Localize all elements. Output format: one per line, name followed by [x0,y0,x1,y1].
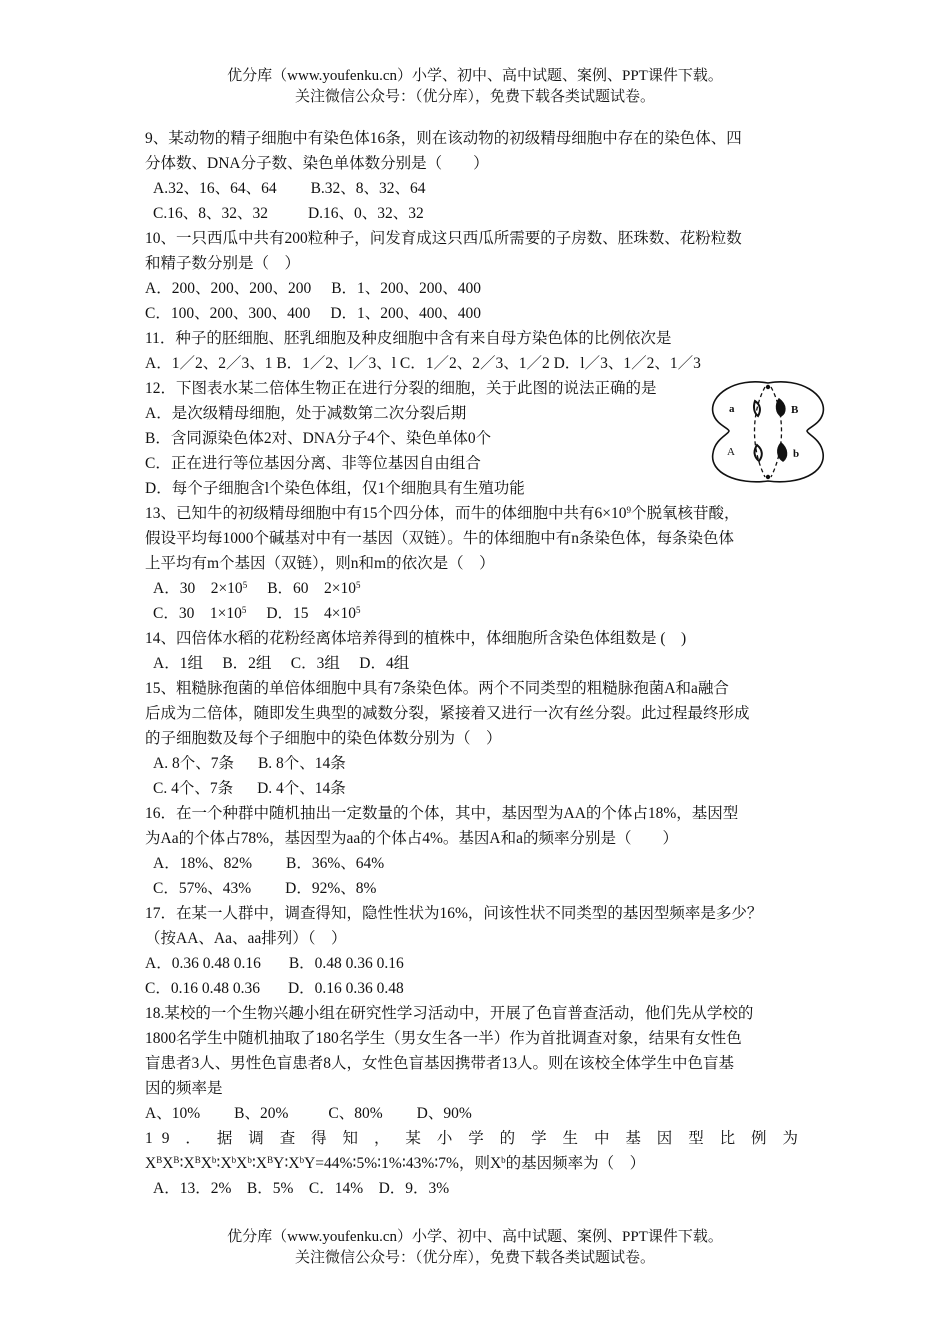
q17-stem-1: 17．在某一人群中，调查得知，隐性性状为16%，问该性状不同类型的基因型频率是多少？ [145,905,763,922]
q9-stem-1: 9、某动物的精子细胞中有染色体16条，则在该动物的初级精母细胞中存在的染色体、四 [145,130,742,147]
page-header [0,66,950,108]
q13-option-b [267,580,360,597]
q19-sup9: b [501,1155,506,1165]
q10-option-a: A．200、200、200、200 [145,280,312,297]
q19-sup1: B [156,1155,163,1165]
q13-options-ab [145,576,807,601]
q13-option-d [266,605,360,622]
q13-stem-1 [145,501,807,526]
q16-options-ab [145,851,807,876]
q13-option-a-exp: 5 [242,580,248,590]
spindle-left [755,387,766,477]
q16-option-d: D．92%、8% [285,880,377,897]
q9-option-a: A.32、16、64、64 [153,180,277,197]
q19-x3: X [183,1155,195,1172]
q19-y1: Y [273,1155,285,1172]
q13-option-b-text: B．60 2×10 [267,580,357,597]
q19-stem-2 [145,1151,807,1176]
q19-x5: X [220,1155,232,1172]
q19-ratio: =44%∶5%∶1%∶43%∶7%，则X [315,1155,502,1172]
q12-option-b: B．含同源染色体2对、DNA分子4个、染色单体0个 [145,430,492,447]
q19-colon3: ∶ [251,1155,256,1172]
q9-option-c: C.16、8、32、32 [153,205,268,222]
label-a: a [729,403,735,415]
q13-stem-1-post: 个脱氧核苷酸， [631,505,740,522]
q9-option-b: B.32、8、32、64 [310,180,426,197]
q18-stem-2: 1800名学生中随机抽取了180名学生（男女生各一半）作为首批调查对象，结果有女性色 [145,1030,742,1047]
q17-stem-2: （按AA、Aa、aa排列）（ ） [145,930,347,947]
q15-stem-1: 15、粗糙脉孢菌的单倍体细胞中具有7条染色体。两个不同类型的粗糙脉孢菌A和a融合 [145,680,729,697]
q11-stem: 11．种子的胚细胞、胚乳细胞及种皮细胞中含有来自母方染色体的比例依次是 [145,330,672,347]
q15-stem-2: 后成为二倍体，随即发生典型的减数分裂，紧接着又进行一次有丝分裂。此过程最终形成 [145,705,750,722]
q18-option-c: C、80% [328,1105,383,1122]
chromosome-b [778,443,787,461]
cell-division-figure [703,373,833,490]
q19-sup4: b [211,1155,217,1165]
q14-stem: 14、四倍体水稻的花粉经离体培养得到的植株中，体细胞所含染色体组数是 ( ) [145,630,687,647]
q15-options-ab [145,751,807,776]
q18-stem-3: 盲患者3人、男性色盲患者8人，女性色盲基因携带者13人。则在该校全体学生中色盲基 [145,1055,735,1072]
page-footer [0,1227,950,1269]
q19-x2: X [162,1155,174,1172]
q18-stem-1: 18.某校的一个生物兴趣小组在研究性学习活动中，开展了色盲普查活动，他们先从学校的 [145,1005,754,1022]
q14-options: A．1组 B．2组 C．3组 D．4组 [153,655,410,672]
q15-option-b: B. 8个、14条 [257,755,346,772]
q9-option-d: D.16、0、32、32 [307,205,424,222]
footer-line-1: 优分库（www.youfenku.cn）小学、初中、高中试题、案例、PPT课件下载。 [227,1229,723,1245]
q10-option-b: B．1、200、200、400 [331,280,482,297]
q15-option-a: A. 8个、7条 [153,755,234,772]
q13-option-a [153,580,247,597]
q19-sup8: b [299,1155,305,1165]
label-B: B [791,404,799,416]
q10-stem-2: 和精子数分别是（ ） [145,255,301,272]
q16-option-a: A．18%、82% [153,855,253,872]
q17-options-ab [145,951,807,976]
q16-stem-1: 16．在一个种群中随机抽出一定数量的个体，其中，基因型为AA的个体占18%，基因型 [145,805,739,822]
q15-option-c: C. 4个、7条 [153,780,234,797]
q13-option-a-text: A．30 2×10 [153,580,243,597]
q17-options-cd [145,976,807,1001]
q10-option-c: C．100、200、300、400 [145,305,311,322]
q13-option-c-text: C．30 1×10 [153,605,242,622]
q19-x4: X [200,1155,212,1172]
q18-stem-4: 因的频率是 [145,1080,223,1097]
q19-stem-1: 19．据调查得知，某小学的学生中基因型比例为 [145,1130,807,1147]
q16-stem-2: 为Aa的个体占78%，基因型为aa的个体占4%。基因A和a的频率分别是（ ） [145,830,678,847]
q13-option-b-exp: 5 [356,580,361,590]
q19-colon4: ∶ [284,1155,289,1172]
label-b: b [793,448,800,460]
q17-option-c: C．0.16 0.48 0.36 [145,980,260,997]
q16-options-cd [145,876,807,901]
cell-figure-svg [703,373,833,490]
q19-sup3: B [194,1155,201,1165]
q19-x8: X [288,1155,300,1172]
q19-sup5: b [231,1155,237,1165]
q9-options-cd [145,201,807,226]
q19-tail: 的基因频率为（ ） [505,1155,646,1172]
q19-sup6: b [247,1155,252,1165]
q19-colon1: ∶ [179,1155,184,1172]
chromosome-B [777,399,785,416]
q13-stem-2: 假设平均每1000个碱基对中有一基因（双链）。牛的体细胞中有n条染色体，每条染色体 [145,530,735,547]
q19-sup2: B [173,1155,180,1165]
q18-option-a: A、10% [145,1105,201,1122]
cell-membrane [713,382,824,482]
q19-options: A．13．2% B．5% C．14% D．9．3% [153,1180,450,1197]
centrosome-bottom [766,475,770,479]
q19-y2: Y [304,1155,316,1172]
q13-stem-1-pre: 13、已知牛的初级精母细胞中有15个四分体，而牛的体细胞中共有6×10 [145,505,627,522]
header-line-1: 优分库（www.youfenku.cn）小学、初中、高中试题、案例、PPT课件下载。 [227,68,723,84]
q13-stem-3: 上平均有m个基因（双链），则n和m的依次是（ ） [145,555,495,572]
q13-option-c-exp: 5 [241,605,247,615]
q12-stem: 12．下图表水某二倍体生物正在进行分裂的细胞，关于此图的说法正确的是 [145,380,657,397]
q12-option-c: C．正在进行等位基因分离、非等位基因自由组合 [145,455,481,472]
q18-option-d: D、90% [416,1105,472,1122]
centrosome-top [766,385,770,389]
q16-option-c: C．57%、43% [153,880,252,897]
q19-x1: X [145,1155,157,1172]
q13-option-d-exp: 5 [356,605,361,615]
q15-option-d: D. 4个、14条 [257,780,346,797]
q17-option-d: D．0.16 0.36 0.48 [287,980,404,997]
q10-options-ab [145,276,807,301]
q12-option-a: A．是次级精母细胞，处于减数第二次分裂后期 [145,405,467,422]
q13-option-d-text: D．15 4×10 [266,605,357,622]
question-list [145,126,807,1201]
q18-option-b: B、20% [234,1105,289,1122]
q13-options-cd [145,601,807,626]
q10-option-d: D．1、200、400、400 [330,305,482,322]
q11-options: A．1／2、2／3、1 B．1／2、l／3、l C．1／2、2／3、1／2 D．l／3、1／2、1／3 [145,355,701,372]
q19-x7: X [255,1155,268,1172]
q10-stem-1: 10、一只西瓜中共有200粒种子，问发育成这只西瓜所需要的子房数、胚珠数、花粉粒数 [145,230,742,247]
q18-options [145,1101,807,1126]
q16-option-b: B．36%、64% [286,855,385,872]
q19-x6: X [236,1155,248,1172]
header-line-2: 关注微信公众号：（优分库），免费下载各类试题试卷。 [294,89,655,105]
q17-option-a: A．0.36 0.48 0.16 [145,955,261,972]
q9-options-ab [145,176,807,201]
q19-sup7: B [267,1155,274,1165]
q15-options-cd [145,776,807,801]
q12-option-d: D．每个子细胞含l个染色体组，仅1个细胞具有生殖功能 [145,480,525,497]
q13-exponent: 9 [626,505,631,515]
q10-options-cd [145,301,807,326]
q15-stem-3: 的子细胞数及每个子细胞中的染色体数分别为（ ） [145,730,502,747]
q19-colon2: ∶ [216,1155,221,1172]
footer-line-2: 关注微信公众号：（优分库），免费下载各类试题试卷。 [294,1250,655,1266]
label-A: A [727,446,735,458]
q13-option-c [153,605,246,622]
q9-stem-2: 分体数、DNA分子数、染色单体数分别是（ ） [145,155,489,172]
q17-option-b: B．0.48 0.36 0.16 [288,955,404,972]
